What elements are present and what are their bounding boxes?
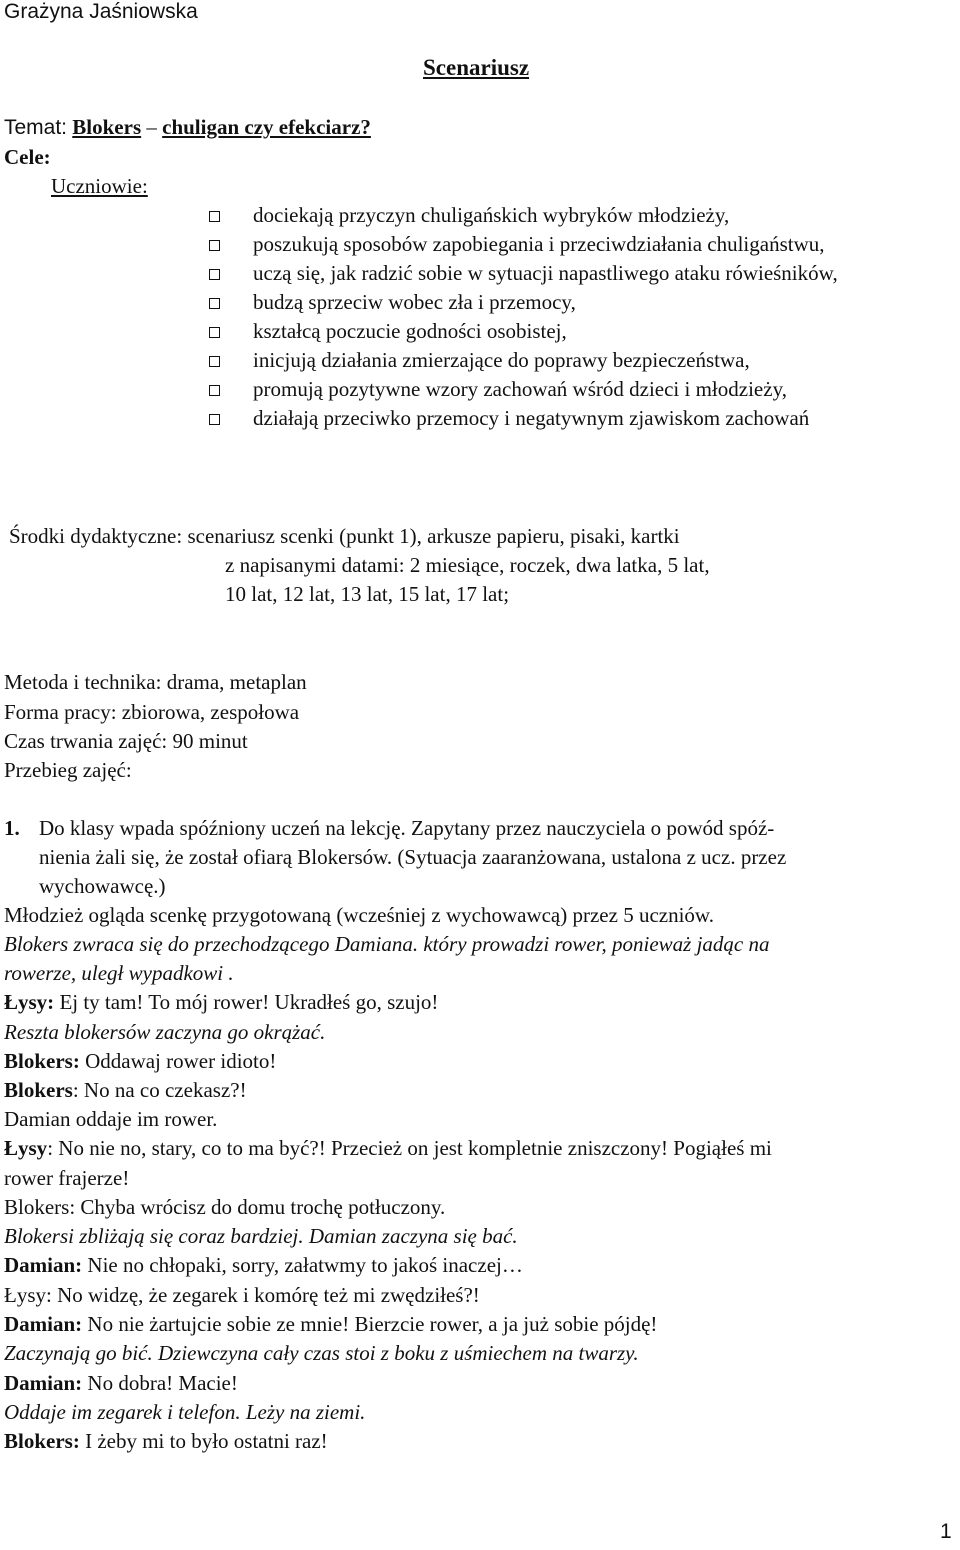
resources-text: scenariusz scenki (punkt 1), arkusze papieru, pisaki, kartki — [187, 524, 680, 548]
resources-line-1 — [9, 522, 680, 550]
topic-part1: Blokers — [72, 115, 142, 139]
speaker-name: Damian: — [4, 1312, 83, 1336]
dialogue-text: Ej ty tam! To mój rower! Ukradłeś go, szujo! — [54, 990, 439, 1014]
dialogue-line — [4, 988, 438, 1016]
page-number: 1 — [940, 1520, 952, 1543]
speaker-name: Blokers: — [4, 1049, 80, 1073]
speaker-name: Łysy: — [4, 990, 55, 1014]
stage-direction: Oddaje im zegarek i telefon. Leży na ziemi. — [4, 1400, 366, 1424]
goal-item: promują pozytywne wzory zachowań wśród dzieci i młodzieży, — [253, 377, 787, 401]
checkbox-bullet-icon — [209, 414, 220, 425]
speaker-name: Damian: — [4, 1253, 83, 1277]
form-line: Forma pracy: zbiorowa, zespołowa — [4, 700, 300, 724]
dialogue-line — [4, 1369, 238, 1397]
topic-dash: – — [146, 115, 157, 139]
dialogue-line: Damian oddaje im rower. — [4, 1107, 218, 1131]
topic-line — [4, 113, 371, 142]
author-name: Grażyna Jaśniowska — [4, 0, 198, 23]
step-text-line: wychowawcę.) — [39, 874, 166, 898]
dialogue-text: : No na co czekasz?! — [72, 1078, 247, 1102]
dialogue-text: No dobra! Macie! — [82, 1371, 238, 1395]
method-line: Metoda i technika: drama, metaplan — [4, 670, 307, 694]
goal-item: uczą się, jak radzić sobie w sytuacji napastliwego ataku rówieśników, — [253, 261, 838, 285]
dialogue-text: Oddawaj rower idioto! — [79, 1049, 277, 1073]
goal-item: kształcą poczucie godności osobistej, — [253, 319, 567, 343]
goal-item: działają przeciwko przemocy i negatywnym zjawiskom zachowań — [253, 406, 810, 430]
goal-item: budzą sprzeciw wobec zła i przemocy, — [253, 290, 576, 314]
dialogue-text: : No nie no, stary, co to ma być?! Przecież on jest kompletnie zniszczony! Pogiąłeś mi — [47, 1136, 772, 1160]
dialogue-line — [4, 1310, 657, 1338]
dialogue-text: Nie no chłopaki, sorry, załatwmy to jakoś inaczej… — [82, 1253, 523, 1277]
step-text-line: nienia żali się, że został ofiarą Blokersów. (Sytuacja zaaranżowana, ustalona z ucz. przez — [39, 845, 787, 869]
stage-direction: Blokers zwraca się do przechodzącego Damiana. który prowadzi rower, ponieważ jadąc na — [4, 932, 770, 956]
goal-item: inicjują działania zmierzające do poprawy bezpieczeństwa, — [253, 348, 750, 372]
dialogue-line — [4, 1251, 523, 1279]
resources-line-3: 10 lat, 12 lat, 13 lat, 15 lat, 17 lat; — [225, 582, 510, 606]
document-title: Scenariusz — [423, 55, 530, 80]
dialogue-line: Blokers: Chyba wrócisz do domu trochę potłuczony. — [4, 1195, 446, 1219]
stage-direction: rowerze, uległ wypadkowi . — [4, 961, 234, 985]
dialogue-line — [4, 1076, 247, 1104]
dialogue-line: Łysy: No widzę, że zegarek i komórę też mi zwędziłeś?! — [4, 1283, 480, 1307]
speaker-name: Damian: — [4, 1371, 83, 1395]
speaker-name: Łysy — [4, 1136, 48, 1160]
checkbox-bullet-icon — [209, 211, 220, 222]
checkbox-bullet-icon — [209, 356, 220, 367]
resources-label: Środki dydaktyczne: — [9, 524, 183, 548]
checkbox-bullet-icon — [209, 327, 220, 338]
stage-direction: Blokersi zbliżają się coraz bardziej. Damian zaczyna się bać. — [4, 1224, 518, 1248]
resources-line-2: z napisanymi datami: 2 miesiące, roczek, dwa latka, 5 lat, — [225, 553, 710, 577]
step-number: 1. — [4, 816, 20, 840]
dialogue-line — [4, 1427, 328, 1455]
course-label: Przebieg zajęć: — [4, 758, 132, 782]
scene-intro: Młodzież ogląda scenkę przygotowaną (wcześniej z wychowawcą) przez 5 uczniów. — [4, 903, 714, 927]
dialogue-line — [4, 1047, 276, 1075]
stage-direction: Reszta blokersów zaczyna go okrążać. — [4, 1020, 326, 1044]
topic-part2: chuligan czy efekciarz? — [162, 115, 371, 139]
goal-item: poszukują sposobów zapobiegania i przeciwdziałania chuligaństwu, — [253, 232, 825, 256]
stage-direction: Zaczynają go bić. Dziewczyna cały czas stoi z boku z uśmiechem na twarzy. — [4, 1341, 639, 1365]
dialogue-text: I żeby mi to było ostatni raz! — [79, 1429, 328, 1453]
goals-label: Cele: — [4, 145, 51, 169]
checkbox-bullet-icon — [209, 385, 220, 396]
step-text-line: Do klasy wpada spóźniony uczeń na lekcję. Zapytany przez nauczyciela o powód spóź- — [39, 816, 775, 840]
speaker-name: Blokers — [4, 1078, 73, 1102]
checkbox-bullet-icon — [209, 298, 220, 309]
topic-label: Temat: — [4, 116, 68, 139]
duration-line: Czas trwania zajęć: 90 minut — [4, 729, 248, 753]
checkbox-bullet-icon — [209, 240, 220, 251]
dialogue-text: rower frajerze! — [4, 1166, 130, 1190]
dialogue-line — [4, 1134, 772, 1162]
goals-sublabel: Uczniowie: — [51, 174, 148, 198]
speaker-name: Blokers: — [4, 1429, 80, 1453]
checkbox-bullet-icon — [209, 269, 220, 280]
dialogue-text: No nie żartujcie sobie ze mnie! Bierzcie rower, a ja już sobie pójdę! — [82, 1312, 658, 1336]
goal-item: dociekają przyczyn chuligańskich wybryków młodzieży, — [253, 203, 730, 227]
